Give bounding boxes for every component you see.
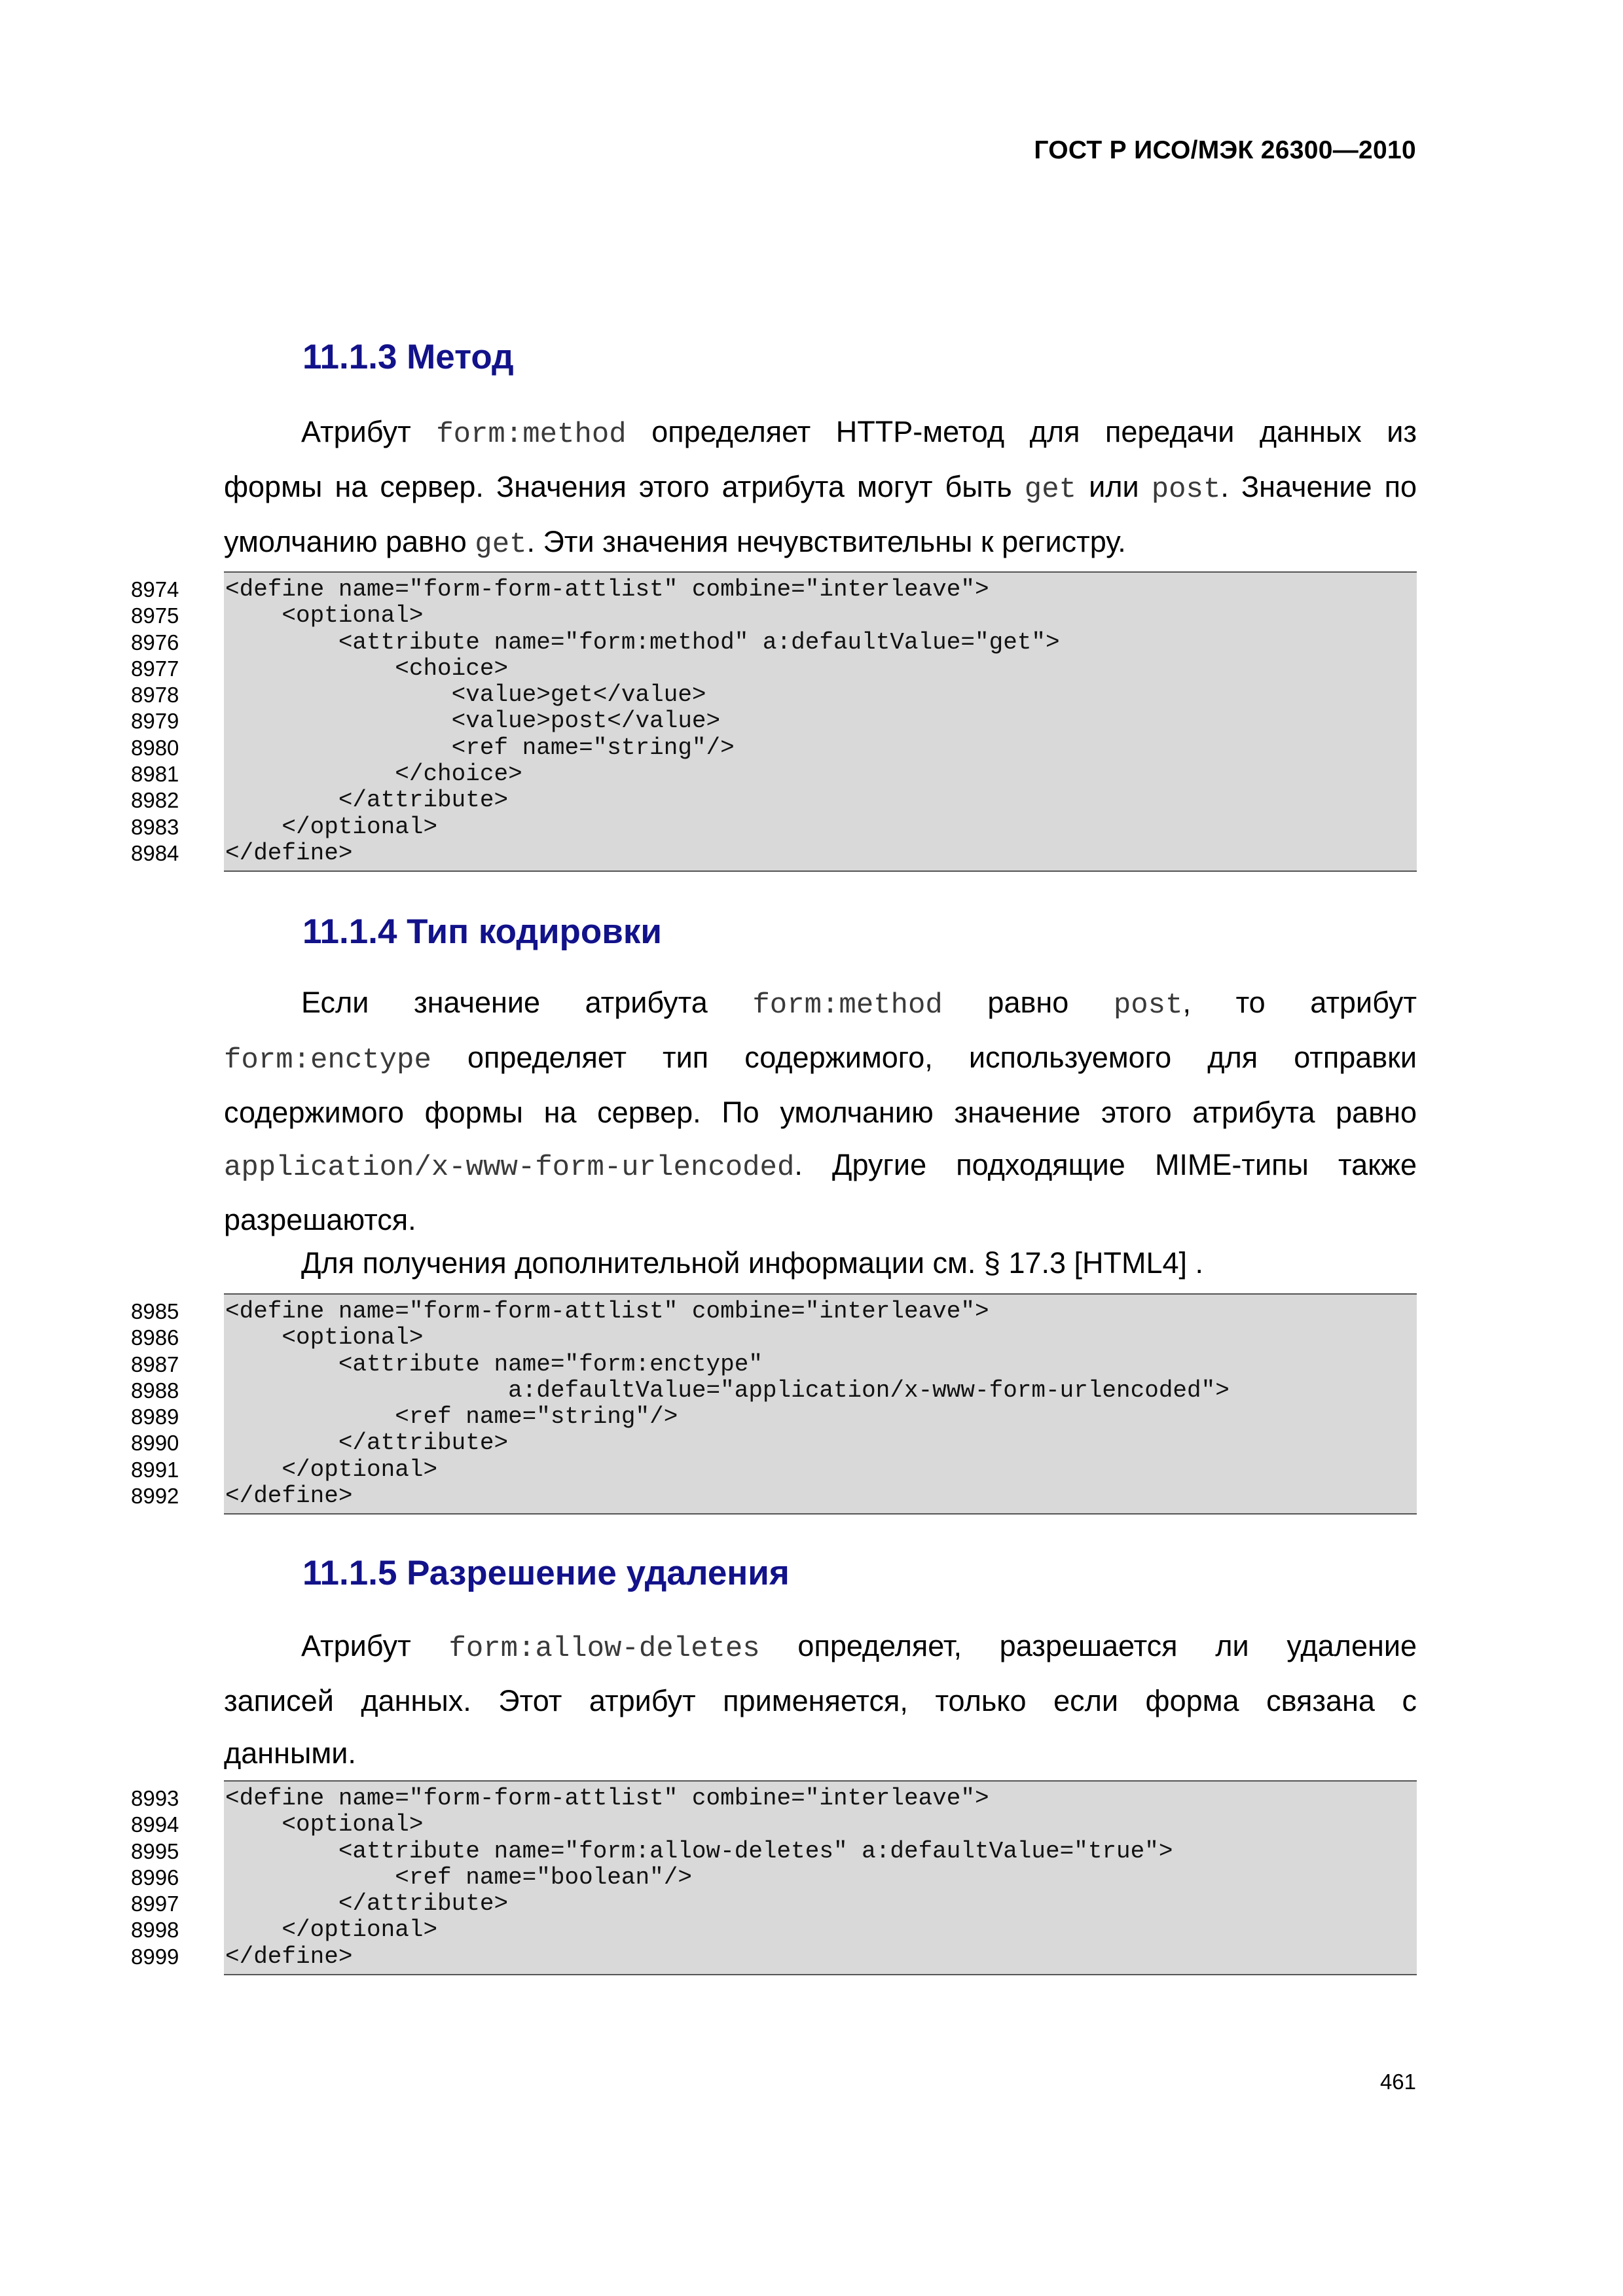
- paragraph-line: записей данных. Этот атрибут применяется, только если форма связана с: [224, 1684, 1417, 1717]
- code-text: <value>get</value>: [225, 681, 706, 709]
- line-number: 8975: [131, 603, 179, 628]
- paragraph-line: формы на сервер. Значения этого атрибута могут быть get или post. Значение по: [224, 470, 1417, 506]
- code-line: [131, 1350, 1417, 1378]
- code-line: [131, 787, 1417, 814]
- line-number: 8998: [131, 1918, 179, 1943]
- code-line: [131, 1943, 1417, 1970]
- code-text: </attribute>: [225, 1429, 509, 1457]
- code-line: [131, 734, 1417, 761]
- code-block-method: [131, 571, 1417, 872]
- code-line: [131, 839, 1417, 867]
- code-line: [131, 1376, 1417, 1404]
- code-text: <define name="form-form-attlist" combine="interleave">: [225, 1785, 989, 1812]
- code-text: </define>: [225, 839, 353, 867]
- code-text: <optional>: [225, 1324, 424, 1352]
- line-number: 8996: [131, 1865, 179, 1890]
- code-text: <define name="form-form-attlist" combine="interleave">: [225, 576, 989, 603]
- code-text: <value>post</value>: [225, 708, 721, 735]
- line-number: 8983: [131, 814, 179, 839]
- code-text: <ref name="boolean"/>: [225, 1863, 692, 1891]
- code-line: [131, 761, 1417, 788]
- code-line: [131, 1429, 1417, 1457]
- code-line: [131, 708, 1417, 735]
- line-number: 8990: [131, 1431, 179, 1456]
- paragraph-line: Атрибут form:method определяет HTTP-метод для передачи данных из: [301, 415, 1417, 451]
- code-text: <optional>: [225, 1811, 424, 1839]
- code-line: [131, 681, 1417, 709]
- paragraph-line: Для получения дополнительной информации см. § 17.3 [HTML4] .: [301, 1246, 1204, 1280]
- paragraph-line: данными.: [224, 1736, 356, 1770]
- code-line: [131, 655, 1417, 682]
- code-block-allow-deletes: [131, 1780, 1417, 1975]
- document-header: ГОСТ Р ИСО/МЭК 26300—2010: [1034, 136, 1416, 164]
- section-heading-method: 11.1.3 Метод: [302, 338, 514, 376]
- code-line: [131, 1890, 1417, 1918]
- section-heading-allow-deletes: 11.1.5 Разрешение удаления: [302, 1554, 790, 1592]
- line-number: 8999: [131, 1944, 179, 1969]
- code-line: [131, 1324, 1417, 1352]
- line-number: 8977: [131, 656, 179, 681]
- code-text: </define>: [225, 1943, 353, 1970]
- line-number: 8978: [131, 683, 179, 708]
- section-heading-enctype: 11.1.4 Тип кодировки: [302, 912, 662, 951]
- code-line: [131, 1456, 1417, 1483]
- line-number: 8980: [131, 735, 179, 760]
- code-text: <attribute name="form:allow-deletes" a:defaultValue="true">: [225, 1837, 1173, 1865]
- line-number: 8987: [131, 1352, 179, 1376]
- line-number: 8984: [131, 840, 179, 865]
- paragraph-method: [224, 406, 1417, 571]
- paragraph-line: application/x-www-form-urlencoded. Другие подходящие MIME-типы также: [224, 1148, 1417, 1184]
- code-line: [131, 813, 1417, 840]
- paragraph-line: form:enctype определяет тип содержимого, используемого для отправки: [224, 1041, 1417, 1077]
- line-number: 8995: [131, 1839, 179, 1863]
- code-text: </attribute>: [225, 1890, 509, 1918]
- line-number: 8992: [131, 1484, 179, 1509]
- code-text: </attribute>: [225, 787, 509, 814]
- code-line: [131, 1298, 1417, 1325]
- line-number: 8994: [131, 1812, 179, 1837]
- line-number: 8988: [131, 1378, 179, 1403]
- paragraph-line: Атрибут form:allow-deletes определяет, разрешается ли удаление: [301, 1629, 1417, 1665]
- paragraph-line: разрешаются.: [224, 1203, 416, 1236]
- code-text: </define>: [225, 1482, 353, 1510]
- line-number: 8989: [131, 1405, 179, 1429]
- code-text: <optional>: [225, 602, 424, 630]
- code-text: <ref name="string"/>: [225, 1403, 678, 1431]
- code-line: [131, 1811, 1417, 1839]
- line-number: 8985: [131, 1299, 179, 1323]
- code-line: [131, 602, 1417, 630]
- line-number: 8974: [131, 577, 179, 601]
- line-number: 8993: [131, 1786, 179, 1810]
- paragraph-enctype: [224, 977, 1417, 1246]
- code-text: <choice>: [225, 655, 509, 682]
- code-text: <attribute name="form:method" a:defaultValue="get">: [225, 628, 1060, 656]
- paragraph-enctype-reference: [224, 1237, 1417, 1289]
- page-number: 461: [1379, 2070, 1416, 2094]
- code-text: </choice>: [225, 761, 522, 788]
- paragraph-line: умолчанию равно get. Эти значения нечувствительны к регистру.: [224, 525, 1126, 561]
- line-number: 8979: [131, 709, 179, 734]
- code-line: [131, 628, 1417, 656]
- code-text: </optional>: [225, 813, 438, 840]
- code-block-enctype: [131, 1293, 1417, 1515]
- code-line: [131, 1863, 1417, 1891]
- code-line: [131, 1837, 1417, 1865]
- line-number: 8976: [131, 630, 179, 655]
- code-line: [131, 576, 1417, 603]
- line-number: 8981: [131, 762, 179, 787]
- paragraph-allow-deletes: [224, 1620, 1417, 1780]
- code-text: </optional>: [225, 1456, 438, 1483]
- line-number: 8982: [131, 788, 179, 813]
- code-text: a:defaultValue="application/x-www-form-urlencoded">: [225, 1376, 1230, 1404]
- line-number: 8991: [131, 1457, 179, 1482]
- code-text: <define name="form-form-attlist" combine="interleave">: [225, 1298, 989, 1325]
- code-text: <attribute name="form:enctype": [225, 1350, 763, 1378]
- line-number: 8997: [131, 1892, 179, 1916]
- paragraph-line: содержимого формы на сервер. По умолчанию значение этого атрибута равно: [224, 1096, 1417, 1129]
- paragraph-line: Если значение атрибута form:method равно post, то атрибут: [301, 986, 1417, 1022]
- code-text: </optional>: [225, 1916, 438, 1944]
- code-line: [131, 1403, 1417, 1431]
- code-line: [131, 1482, 1417, 1510]
- code-text: <ref name="string"/>: [225, 734, 735, 761]
- code-line: [131, 1916, 1417, 1944]
- line-number: 8986: [131, 1325, 179, 1350]
- code-line: [131, 1785, 1417, 1812]
